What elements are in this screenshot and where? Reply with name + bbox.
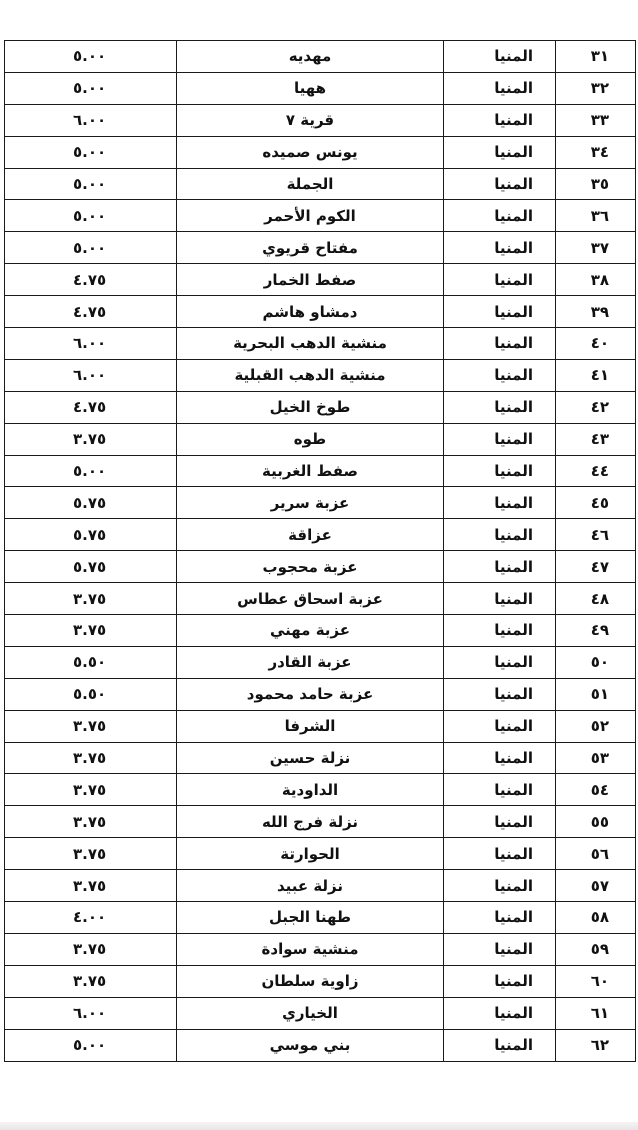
governorate-cell: المنيا xyxy=(444,72,556,104)
value-cell: ٥.٠٠ xyxy=(5,136,177,168)
row-number-cell: ٣٢ xyxy=(556,72,636,104)
village-name-cell: زاوية سلطان xyxy=(177,965,444,997)
village-name-cell: الداودية xyxy=(177,774,444,806)
table-row xyxy=(5,583,636,615)
value-cell: ٣.٧٥ xyxy=(5,583,177,615)
table-row xyxy=(5,838,636,870)
row-number-cell: ٤٠ xyxy=(556,328,636,360)
village-name-cell: منشية الدهب البحرية xyxy=(177,328,444,360)
table-row xyxy=(5,455,636,487)
governorate-cell: المنيا xyxy=(444,104,556,136)
table-row xyxy=(5,41,636,73)
value-cell: ٦.٠٠ xyxy=(5,359,177,391)
value-cell: ٣.٧٥ xyxy=(5,423,177,455)
village-name-cell: صفط الخمار xyxy=(177,264,444,296)
governorate-cell: المنيا xyxy=(444,41,556,73)
villages-table xyxy=(4,40,636,1062)
table-row xyxy=(5,1029,636,1061)
value-cell: ٣.٧٥ xyxy=(5,710,177,742)
village-name-cell: منشية سوادة xyxy=(177,933,444,965)
value-cell: ٥.٠٠ xyxy=(5,1029,177,1061)
village-name-cell: يونس صميده xyxy=(177,136,444,168)
table-row xyxy=(5,423,636,455)
table-row xyxy=(5,168,636,200)
village-name-cell: عزبة سرير xyxy=(177,487,444,519)
row-number-cell: ٣٦ xyxy=(556,200,636,232)
row-number-cell: ٦٠ xyxy=(556,965,636,997)
governorate-cell: المنيا xyxy=(444,933,556,965)
village-name-cell: مفتاح قريوي xyxy=(177,232,444,264)
page-bottom-edge xyxy=(0,1122,638,1130)
table-row xyxy=(5,870,636,902)
governorate-cell: المنيا xyxy=(444,806,556,838)
table-row xyxy=(5,902,636,934)
table-row xyxy=(5,678,636,710)
value-cell: ٥.٠٠ xyxy=(5,41,177,73)
village-name-cell: مهديه xyxy=(177,41,444,73)
document-page xyxy=(4,40,634,1062)
governorate-cell: المنيا xyxy=(444,423,556,455)
governorate-cell: المنيا xyxy=(444,742,556,774)
governorate-cell: المنيا xyxy=(444,136,556,168)
table-body xyxy=(5,41,636,1062)
value-cell: ٥.٠٠ xyxy=(5,455,177,487)
village-name-cell: الشرفا xyxy=(177,710,444,742)
village-name-cell: دمشاو هاشم xyxy=(177,296,444,328)
governorate-cell: المنيا xyxy=(444,1029,556,1061)
village-name-cell: نزلة فرج الله xyxy=(177,806,444,838)
value-cell: ٦.٠٠ xyxy=(5,997,177,1029)
row-number-cell: ٣٩ xyxy=(556,296,636,328)
value-cell: ٥.٥٠ xyxy=(5,646,177,678)
governorate-cell: المنيا xyxy=(444,615,556,647)
governorate-cell: المنيا xyxy=(444,391,556,423)
governorate-cell: المنيا xyxy=(444,328,556,360)
governorate-cell: المنيا xyxy=(444,455,556,487)
village-name-cell: الحوارتة xyxy=(177,838,444,870)
row-number-cell: ٤٥ xyxy=(556,487,636,519)
village-name-cell: طوه xyxy=(177,423,444,455)
table-row xyxy=(5,296,636,328)
value-cell: ٦.٠٠ xyxy=(5,104,177,136)
table-row xyxy=(5,710,636,742)
row-number-cell: ٥٢ xyxy=(556,710,636,742)
village-name-cell: طهنا الجبل xyxy=(177,902,444,934)
table-row xyxy=(5,519,636,551)
row-number-cell: ٣٨ xyxy=(556,264,636,296)
village-name-cell: عزاقة xyxy=(177,519,444,551)
value-cell: ٣.٧٥ xyxy=(5,965,177,997)
table-row xyxy=(5,774,636,806)
table-row xyxy=(5,359,636,391)
governorate-cell: المنيا xyxy=(444,774,556,806)
row-number-cell: ٦١ xyxy=(556,997,636,1029)
village-name-cell: منشية الدهب القبلية xyxy=(177,359,444,391)
row-number-cell: ٤١ xyxy=(556,359,636,391)
village-name-cell: الجملة xyxy=(177,168,444,200)
value-cell: ٤.٠٠ xyxy=(5,902,177,934)
village-name-cell: نزلة عبيد xyxy=(177,870,444,902)
row-number-cell: ٥٦ xyxy=(556,838,636,870)
value-cell: ٥.٧٥ xyxy=(5,551,177,583)
governorate-cell: المنيا xyxy=(444,678,556,710)
table-row xyxy=(5,646,636,678)
village-name-cell: نزلة حسين xyxy=(177,742,444,774)
table-row xyxy=(5,933,636,965)
governorate-cell: المنيا xyxy=(444,296,556,328)
table-row xyxy=(5,551,636,583)
value-cell: ٥.٠٠ xyxy=(5,200,177,232)
row-number-cell: ٦٢ xyxy=(556,1029,636,1061)
row-number-cell: ٥٣ xyxy=(556,742,636,774)
governorate-cell: المنيا xyxy=(444,359,556,391)
governorate-cell: المنيا xyxy=(444,997,556,1029)
value-cell: ٥.٠٠ xyxy=(5,232,177,264)
row-number-cell: ٤٨ xyxy=(556,583,636,615)
value-cell: ٥.٠٠ xyxy=(5,72,177,104)
value-cell: ٥.٠٠ xyxy=(5,168,177,200)
value-cell: ٣.٧٥ xyxy=(5,870,177,902)
village-name-cell: عزبة حامد محمود xyxy=(177,678,444,710)
village-name-cell: عزبة اسحاق عطاس xyxy=(177,583,444,615)
governorate-cell: المنيا xyxy=(444,264,556,296)
row-number-cell: ٣٧ xyxy=(556,232,636,264)
row-number-cell: ٥٧ xyxy=(556,870,636,902)
governorate-cell: المنيا xyxy=(444,710,556,742)
village-name-cell: الخياري xyxy=(177,997,444,1029)
value-cell: ٥.٧٥ xyxy=(5,487,177,519)
row-number-cell: ٤٣ xyxy=(556,423,636,455)
value-cell: ٤.٧٥ xyxy=(5,264,177,296)
value-cell: ٥.٥٠ xyxy=(5,678,177,710)
village-name-cell: طوخ الخيل xyxy=(177,391,444,423)
row-number-cell: ٣٤ xyxy=(556,136,636,168)
table-row xyxy=(5,806,636,838)
village-name-cell: الكوم الأحمر xyxy=(177,200,444,232)
table-row xyxy=(5,104,636,136)
table-row xyxy=(5,72,636,104)
governorate-cell: المنيا xyxy=(444,902,556,934)
governorate-cell: المنيا xyxy=(444,870,556,902)
table-row xyxy=(5,328,636,360)
village-name-cell: ههيا xyxy=(177,72,444,104)
row-number-cell: ٥٥ xyxy=(556,806,636,838)
row-number-cell: ٥٨ xyxy=(556,902,636,934)
value-cell: ٦.٠٠ xyxy=(5,328,177,360)
table-row xyxy=(5,997,636,1029)
row-number-cell: ٤٧ xyxy=(556,551,636,583)
row-number-cell: ٤٩ xyxy=(556,615,636,647)
governorate-cell: المنيا xyxy=(444,551,556,583)
governorate-cell: المنيا xyxy=(444,838,556,870)
row-number-cell: ٥٠ xyxy=(556,646,636,678)
village-name-cell: عزبة محجوب xyxy=(177,551,444,583)
table-row xyxy=(5,965,636,997)
value-cell: ٣.٧٥ xyxy=(5,742,177,774)
village-name-cell: صفط الغربية xyxy=(177,455,444,487)
village-name-cell: عزبة مهني xyxy=(177,615,444,647)
row-number-cell: ٣١ xyxy=(556,41,636,73)
row-number-cell: ٣٥ xyxy=(556,168,636,200)
village-name-cell: عزبة القادر xyxy=(177,646,444,678)
table-row xyxy=(5,615,636,647)
table-row xyxy=(5,200,636,232)
value-cell: ٤.٧٥ xyxy=(5,391,177,423)
governorate-cell: المنيا xyxy=(444,519,556,551)
row-number-cell: ٤٤ xyxy=(556,455,636,487)
row-number-cell: ٥٩ xyxy=(556,933,636,965)
value-cell: ٣.٧٥ xyxy=(5,933,177,965)
governorate-cell: المنيا xyxy=(444,487,556,519)
governorate-cell: المنيا xyxy=(444,583,556,615)
value-cell: ٣.٧٥ xyxy=(5,806,177,838)
table-row xyxy=(5,391,636,423)
governorate-cell: المنيا xyxy=(444,965,556,997)
table-row xyxy=(5,232,636,264)
value-cell: ٣.٧٥ xyxy=(5,774,177,806)
table-row xyxy=(5,264,636,296)
governorate-cell: المنيا xyxy=(444,232,556,264)
governorate-cell: المنيا xyxy=(444,646,556,678)
row-number-cell: ٤٦ xyxy=(556,519,636,551)
value-cell: ٤.٧٥ xyxy=(5,296,177,328)
value-cell: ٣.٧٥ xyxy=(5,838,177,870)
village-name-cell: قرية ٧ xyxy=(177,104,444,136)
governorate-cell: المنيا xyxy=(444,200,556,232)
row-number-cell: ٥٤ xyxy=(556,774,636,806)
governorate-cell: المنيا xyxy=(444,168,556,200)
value-cell: ٣.٧٥ xyxy=(5,615,177,647)
row-number-cell: ٤٢ xyxy=(556,391,636,423)
table-row xyxy=(5,742,636,774)
row-number-cell: ٣٣ xyxy=(556,104,636,136)
table-row xyxy=(5,487,636,519)
value-cell: ٥.٧٥ xyxy=(5,519,177,551)
row-number-cell: ٥١ xyxy=(556,678,636,710)
table-row xyxy=(5,136,636,168)
village-name-cell: بني موسي xyxy=(177,1029,444,1061)
